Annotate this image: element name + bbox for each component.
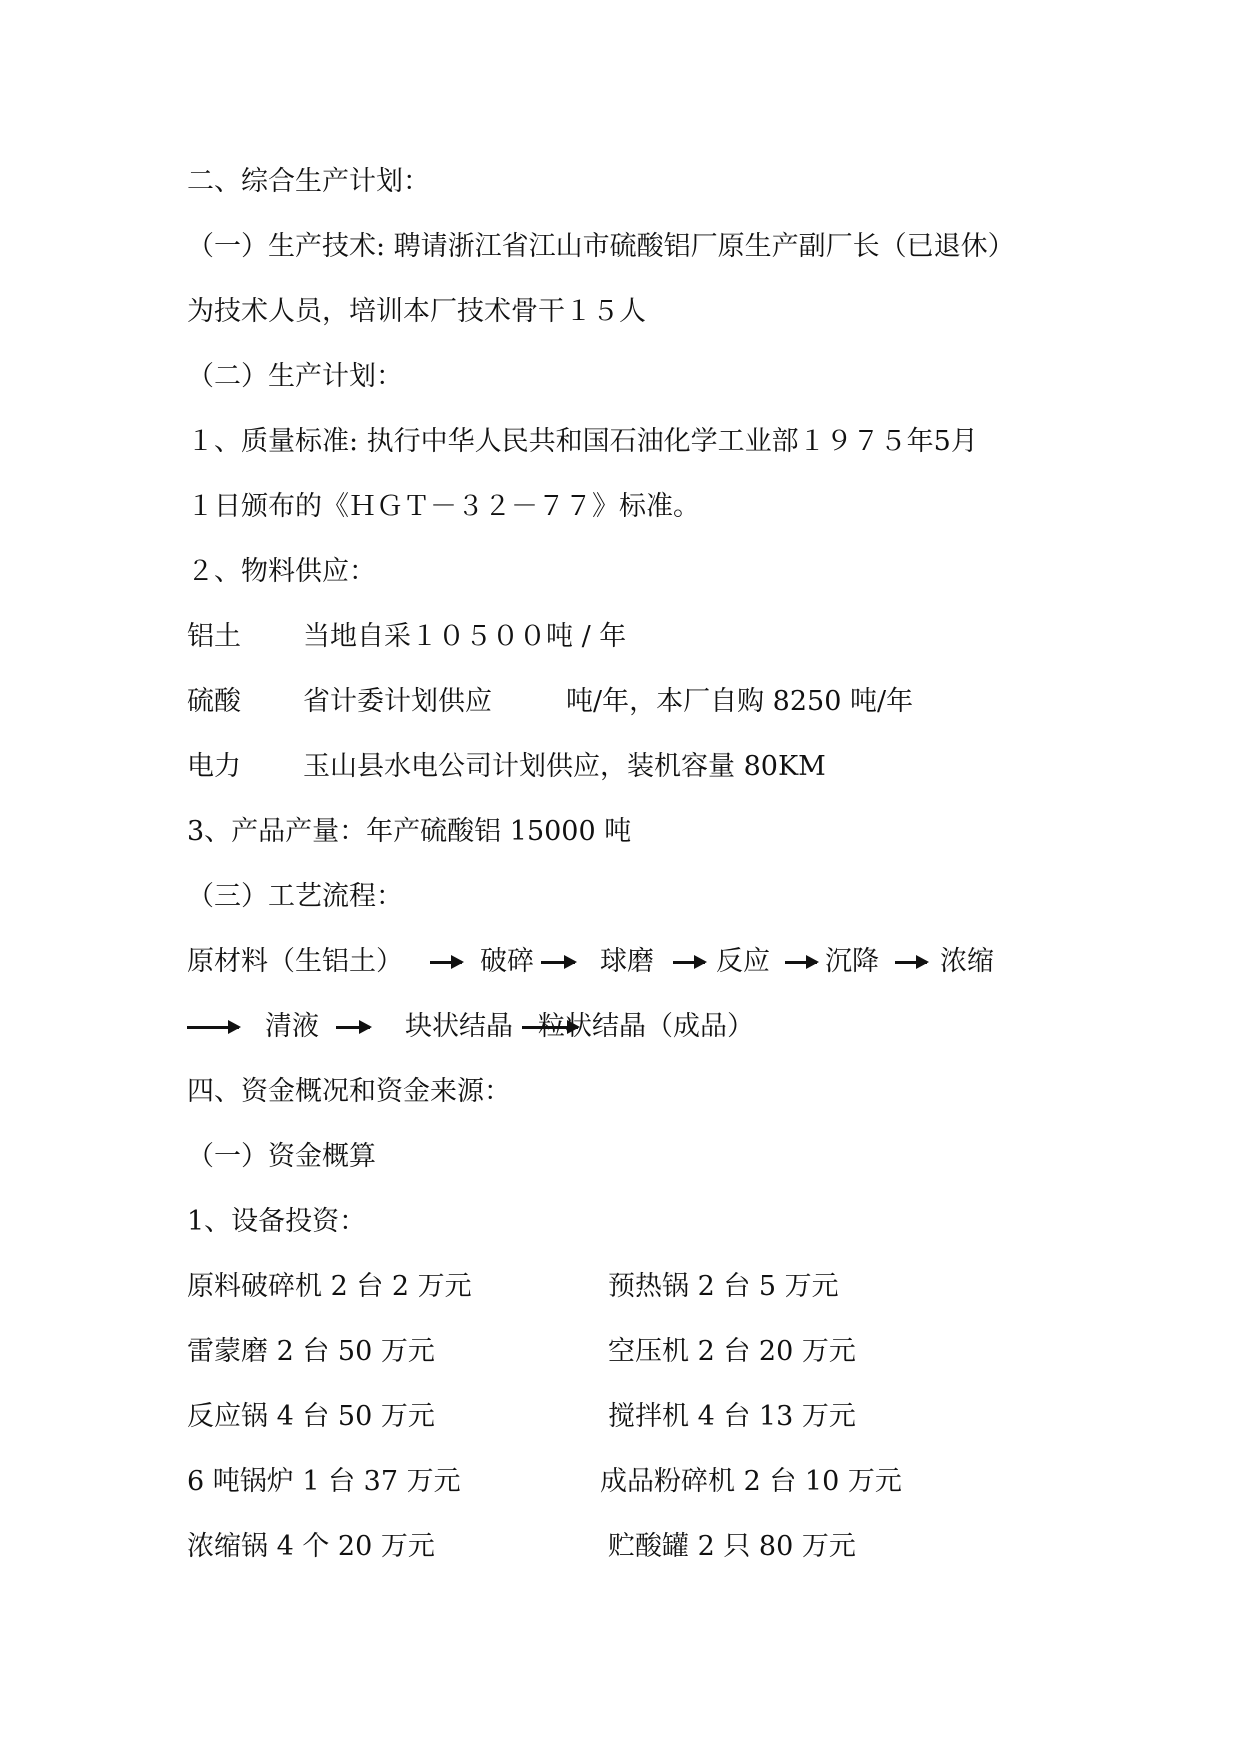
equipment-item: 反应锅 4 台 50 万元 bbox=[187, 1401, 435, 1432]
process-heading: （三）工艺流程： bbox=[187, 881, 403, 912]
flow-arrow-icon bbox=[187, 1026, 239, 1029]
equipment-item: 预热锅 2 台 5 万元 bbox=[608, 1271, 839, 1302]
equipment-item: 雷蒙磨 2 台 50 万元 bbox=[187, 1336, 435, 1367]
quality-line-2: １日颁布的《ＨＧＴ－３２－７７》标准。 bbox=[187, 491, 700, 522]
section-heading: 二、综合生产计划： bbox=[187, 166, 430, 197]
equipment-item: 空压机 2 台 20 万元 bbox=[608, 1336, 856, 1367]
supply-item-desc: 玉山县水电公司计划供应，装机容量 80KM bbox=[303, 751, 826, 782]
flow-arrow-icon bbox=[541, 961, 575, 964]
flow-arrow-icon bbox=[895, 961, 927, 964]
supply-item-name: 铝土 bbox=[187, 621, 241, 652]
supply-item-name: 硫酸 bbox=[187, 686, 241, 717]
equipment-item: 贮酸罐 2 只 80 万元 bbox=[608, 1531, 856, 1562]
tech-line-2: 为技术人员，培训本厂技术骨干１５人 bbox=[187, 296, 646, 327]
process-step: 球磨 bbox=[600, 946, 654, 977]
plan-heading: （二）生产计划： bbox=[187, 361, 403, 392]
process-step: 反应 bbox=[716, 946, 770, 977]
supply-item-desc-extra: 吨/年，本厂自购 8250 吨/年 bbox=[566, 686, 914, 717]
equipment-heading: 1、设备投资： bbox=[187, 1206, 367, 1237]
flow-arrow-icon bbox=[785, 961, 817, 964]
process-step: 清液 bbox=[265, 1011, 319, 1042]
supply-item-desc: 当地自采１０５００吨 / 年 bbox=[303, 621, 627, 652]
equipment-item: 搅拌机 4 台 13 万元 bbox=[608, 1401, 856, 1432]
process-step: 块状结晶 bbox=[405, 1011, 513, 1042]
equipment-item: 6 吨锅炉 1 台 37 万元 bbox=[187, 1466, 461, 1497]
tech-line-1: （一）生产技术: 聘请浙江省江山市硫酸铝厂原生产副厂长（已退休） bbox=[187, 231, 1015, 262]
quality-line-1: １、质量标准: 执行中华人民共和国石油化学工业部１９７５年5月 bbox=[187, 426, 978, 457]
equipment-item: 成品粉碎机 2 台 10 万元 bbox=[600, 1466, 902, 1497]
process-step: 浓缩 bbox=[940, 946, 994, 977]
equipment-item: 原料破碎机 2 台 2 万元 bbox=[187, 1271, 472, 1302]
section-heading: 四、资金概况和资金来源： bbox=[187, 1076, 511, 1107]
process-step: 破碎 bbox=[480, 946, 534, 977]
equipment-item: 浓缩锅 4 个 20 万元 bbox=[187, 1531, 435, 1562]
process-step: 原材料（生铝土） bbox=[187, 946, 403, 977]
process-step: 粒状结晶（成品） bbox=[538, 1011, 754, 1042]
flow-arrow-icon bbox=[673, 961, 705, 964]
funding-sub-heading: （一）资金概算 bbox=[187, 1141, 376, 1172]
supply-item-desc: 省计委计划供应 bbox=[303, 686, 492, 717]
process-step: 沉降 bbox=[825, 946, 879, 977]
flow-arrow-icon bbox=[336, 1026, 370, 1029]
supply-item-name: 电力 bbox=[187, 751, 241, 782]
supply-heading: ２、物料供应： bbox=[187, 556, 376, 587]
flow-arrow-icon bbox=[430, 961, 462, 964]
output-line: 3、产品产量：年产硫酸铝 15000 吨 bbox=[187, 816, 632, 847]
